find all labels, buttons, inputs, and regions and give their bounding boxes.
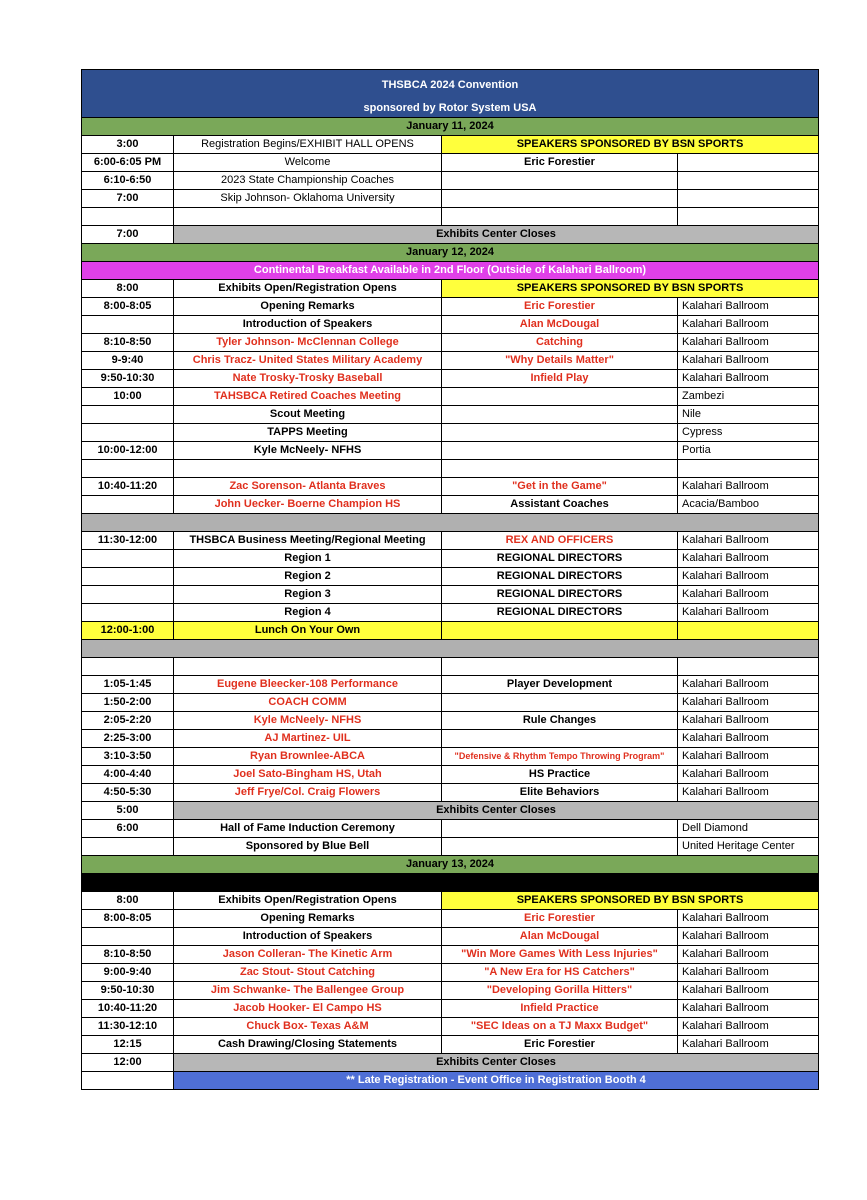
table-row xyxy=(82,478,819,496)
table-row xyxy=(82,280,819,298)
speakers-sponsor-banner: SPEAKERS SPONSORED BY BSN SPORTS xyxy=(442,892,819,910)
event-cell: Region 3 xyxy=(174,586,442,604)
empty-row xyxy=(82,460,819,478)
table-row xyxy=(82,172,819,190)
time-cell: 10:00 xyxy=(82,388,174,406)
time-cell xyxy=(82,424,174,442)
schedule-table xyxy=(81,69,819,1090)
time-cell xyxy=(82,316,174,334)
table-row xyxy=(82,766,819,784)
event-cell: Zac Sorenson- Atlanta Braves xyxy=(174,478,442,496)
topic-cell: "Defensive & Rhythm Tempo Throwing Program" xyxy=(442,748,678,766)
exhibits-close-banner: Exhibits Center Closes xyxy=(174,1054,819,1072)
location-cell: Kalahari Ballroom xyxy=(678,1018,819,1036)
table-row xyxy=(82,1072,819,1090)
location-cell: Kalahari Ballroom xyxy=(678,946,819,964)
time-cell: 12:15 xyxy=(82,1036,174,1054)
table-row xyxy=(82,982,819,1000)
location-cell xyxy=(678,172,819,190)
topic-cell: Assistant Coaches xyxy=(442,496,678,514)
table-row xyxy=(82,676,819,694)
separator-row xyxy=(82,514,819,532)
event-cell: Scout Meeting xyxy=(174,406,442,424)
time-cell: 1:05-1:45 xyxy=(82,676,174,694)
table-row xyxy=(82,190,819,208)
time-cell: 6:10-6:50 xyxy=(82,172,174,190)
time-cell: 9:50-10:30 xyxy=(82,370,174,388)
table-row xyxy=(82,424,819,442)
topic-cell: Elite Behaviors xyxy=(442,784,678,802)
event-cell: Nate Trosky-Trosky Baseball xyxy=(174,370,442,388)
table-row xyxy=(82,802,819,820)
event-cell: Introduction of Speakers xyxy=(174,316,442,334)
time-cell xyxy=(82,550,174,568)
location-cell: Kalahari Ballroom xyxy=(678,316,819,334)
location-cell: Kalahari Ballroom xyxy=(678,532,819,550)
table-row xyxy=(82,334,819,352)
location-cell: Kalahari Ballroom xyxy=(678,964,819,982)
event-cell: Welcome xyxy=(174,154,442,172)
event-cell: Sponsored by Blue Bell xyxy=(174,838,442,856)
topic-cell: REGIONAL DIRECTORS xyxy=(442,586,678,604)
time-cell: 11:30-12:10 xyxy=(82,1018,174,1036)
location-cell: Kalahari Ballroom xyxy=(678,370,819,388)
exhibits-close-banner: Exhibits Center Closes xyxy=(174,226,819,244)
breakfast-row xyxy=(82,262,819,280)
table-row xyxy=(82,1054,819,1072)
location-cell: Kalahari Ballroom xyxy=(678,784,819,802)
event-cell: Region 2 xyxy=(174,568,442,586)
topic-cell: "Why Details Matter" xyxy=(442,352,678,370)
location-cell: Zambezi xyxy=(678,388,819,406)
topic-cell: Player Development xyxy=(442,676,678,694)
topic-cell: REGIONAL DIRECTORS xyxy=(442,550,678,568)
topic-cell: Infield Play xyxy=(442,370,678,388)
table-row xyxy=(82,136,819,154)
table-row xyxy=(82,442,819,460)
time-cell: 3:10-3:50 xyxy=(82,748,174,766)
empty-row xyxy=(82,208,819,226)
date-row-day2 xyxy=(82,244,819,262)
topic-cell: Eric Forestier xyxy=(442,1036,678,1054)
location-cell: United Heritage Center xyxy=(678,838,819,856)
event-cell: Ryan Brownlee-ABCA xyxy=(174,748,442,766)
event-cell: 2023 State Championship Coaches xyxy=(174,172,442,190)
location-cell: Kalahari Ballroom xyxy=(678,748,819,766)
topic-cell: Eric Forestier xyxy=(442,910,678,928)
time-cell: 9:50-10:30 xyxy=(82,982,174,1000)
separator-row xyxy=(82,874,819,892)
time-cell: 10:40-11:20 xyxy=(82,1000,174,1018)
table-row xyxy=(82,496,819,514)
time-cell: 6:00-6:05 PM xyxy=(82,154,174,172)
time-cell xyxy=(82,928,174,946)
event-cell: Skip Johnson- Oklahoma University xyxy=(174,190,442,208)
location-cell: Kalahari Ballroom xyxy=(678,694,819,712)
event-cell: Eugene Bleecker-108 Performance xyxy=(174,676,442,694)
table-row xyxy=(82,910,819,928)
topic-cell xyxy=(442,442,678,460)
time-cell: 4:50-5:30 xyxy=(82,784,174,802)
empty-row xyxy=(82,658,819,676)
table-row xyxy=(82,694,819,712)
table-row xyxy=(82,298,819,316)
event-cell: Jeff Frye/Col. Craig Flowers xyxy=(174,784,442,802)
location-cell: Kalahari Ballroom xyxy=(678,550,819,568)
event-cell: TAPPS Meeting xyxy=(174,424,442,442)
time-cell xyxy=(82,496,174,514)
event-cell: Registration Begins/EXHIBIT HALL OPENS xyxy=(174,136,442,154)
table-row xyxy=(82,892,819,910)
time-cell xyxy=(82,1072,174,1090)
location-cell: Kalahari Ballroom xyxy=(678,352,819,370)
event-cell: Region 4 xyxy=(174,604,442,622)
table-row xyxy=(82,370,819,388)
date-day2: January 12, 2024 xyxy=(82,244,819,262)
event-cell: Jacob Hooker- El Campo HS xyxy=(174,1000,442,1018)
topic-cell xyxy=(442,190,678,208)
topic-cell: Alan McDougal xyxy=(442,928,678,946)
event-cell: Exhibits Open/Registration Opens xyxy=(174,892,442,910)
time-cell: 7:00 xyxy=(82,190,174,208)
location-cell: Kalahari Ballroom xyxy=(678,730,819,748)
location-cell: Portia xyxy=(678,442,819,460)
event-cell: Kyle McNeely- NFHS xyxy=(174,442,442,460)
date-day3: January 13, 2024 xyxy=(82,856,819,874)
location-cell: Kalahari Ballroom xyxy=(678,712,819,730)
topic-cell xyxy=(442,424,678,442)
table-row xyxy=(82,964,819,982)
sponsor-subtitle: sponsored by Rotor System USA xyxy=(82,100,819,118)
date-day1: January 11, 2024 xyxy=(82,118,819,136)
event-cell: TAHSBCA Retired Coaches Meeting xyxy=(174,388,442,406)
event-cell: Chuck Box- Texas A&M xyxy=(174,1018,442,1036)
topic-cell: REGIONAL DIRECTORS xyxy=(442,604,678,622)
time-cell: 9:00-9:40 xyxy=(82,964,174,982)
exhibits-close-banner: Exhibits Center Closes xyxy=(174,802,819,820)
time-cell: 12:00-1:00 xyxy=(82,622,174,640)
time-cell: 12:00 xyxy=(82,1054,174,1072)
topic-cell xyxy=(442,838,678,856)
date-row-day3 xyxy=(82,856,819,874)
event-cell: Kyle McNeely- NFHS xyxy=(174,712,442,730)
time-cell: 11:30-12:00 xyxy=(82,532,174,550)
table-row xyxy=(82,352,819,370)
topic-cell: HS Practice xyxy=(442,766,678,784)
event-cell: Jim Schwanke- The Ballengee Group xyxy=(174,982,442,1000)
event-cell: Cash Drawing/Closing Statements xyxy=(174,1036,442,1054)
time-cell: 8:00 xyxy=(82,280,174,298)
title-row xyxy=(82,70,819,101)
time-cell: 8:10-8:50 xyxy=(82,334,174,352)
location-cell: Kalahari Ballroom xyxy=(678,1000,819,1018)
page-title: THSBCA 2024 Convention xyxy=(82,70,819,101)
topic-cell: "Get in the Game" xyxy=(442,478,678,496)
event-cell: Zac Stout- Stout Catching xyxy=(174,964,442,982)
table-row xyxy=(82,730,819,748)
time-cell: 8:00-8:05 xyxy=(82,910,174,928)
breakfast-banner: Continental Breakfast Available in 2nd Floor (Outside of Kalahari Ballroom) xyxy=(82,262,819,280)
topic-cell: Catching xyxy=(442,334,678,352)
separator-row xyxy=(82,640,819,658)
table-row xyxy=(82,532,819,550)
speakers-sponsor-banner: SPEAKERS SPONSORED BY BSN SPORTS xyxy=(442,136,819,154)
location-cell: Kalahari Ballroom xyxy=(678,676,819,694)
topic-cell: Alan McDougal xyxy=(442,316,678,334)
event-cell: COACH COMM xyxy=(174,694,442,712)
table-row xyxy=(82,586,819,604)
late-registration-banner: ** Late Registration - Event Office in Registration Booth 4 xyxy=(174,1072,819,1090)
time-cell: 2:05-2:20 xyxy=(82,712,174,730)
time-cell: 2:25-3:00 xyxy=(82,730,174,748)
time-cell: 8:00 xyxy=(82,892,174,910)
event-cell: AJ Martinez- UIL xyxy=(174,730,442,748)
event-cell: Exhibits Open/Registration Opens xyxy=(174,280,442,298)
table-row xyxy=(82,154,819,172)
time-cell: 9-9:40 xyxy=(82,352,174,370)
lunch-row xyxy=(82,622,819,640)
table-row xyxy=(82,1000,819,1018)
time-cell xyxy=(82,568,174,586)
time-cell: 6:00 xyxy=(82,820,174,838)
topic-cell: Rule Changes xyxy=(442,712,678,730)
time-cell xyxy=(82,604,174,622)
event-cell: Opening Remarks xyxy=(174,910,442,928)
topic-cell xyxy=(442,820,678,838)
topic-cell: "Win More Games With Less Injuries" xyxy=(442,946,678,964)
time-cell xyxy=(82,838,174,856)
time-cell: 8:10-8:50 xyxy=(82,946,174,964)
time-cell: 8:00-8:05 xyxy=(82,298,174,316)
event-cell: Introduction of Speakers xyxy=(174,928,442,946)
location-cell: Nile xyxy=(678,406,819,424)
event-cell: THSBCA Business Meeting/Regional Meeting xyxy=(174,532,442,550)
time-cell xyxy=(82,586,174,604)
topic-cell: "SEC Ideas on a TJ Maxx Budget" xyxy=(442,1018,678,1036)
location-cell xyxy=(678,190,819,208)
location-cell: Kalahari Ballroom xyxy=(678,928,819,946)
event-cell: John Uecker- Boerne Champion HS xyxy=(174,496,442,514)
time-cell: 7:00 xyxy=(82,226,174,244)
table-row xyxy=(82,712,819,730)
time-cell: 3:00 xyxy=(82,136,174,154)
topic-cell xyxy=(442,388,678,406)
location-cell: Kalahari Ballroom xyxy=(678,766,819,784)
location-cell: Acacia/Bamboo xyxy=(678,496,819,514)
topic-cell: REGIONAL DIRECTORS xyxy=(442,568,678,586)
subtitle-row xyxy=(82,100,819,118)
table-row xyxy=(82,604,819,622)
time-cell: 10:40-11:20 xyxy=(82,478,174,496)
speakers-sponsor-banner: SPEAKERS SPONSORED BY BSN SPORTS xyxy=(442,280,819,298)
location-cell: Kalahari Ballroom xyxy=(678,478,819,496)
table-row xyxy=(82,568,819,586)
table-row xyxy=(82,226,819,244)
table-row xyxy=(82,550,819,568)
table-row xyxy=(82,946,819,964)
table-row xyxy=(82,406,819,424)
speaker-cell: Eric Forestier xyxy=(442,154,678,172)
location-cell xyxy=(678,154,819,172)
topic-cell xyxy=(442,406,678,424)
location-cell: Kalahari Ballroom xyxy=(678,586,819,604)
location-cell: Kalahari Ballroom xyxy=(678,1036,819,1054)
event-cell: Chris Tracz- United States Military Academy xyxy=(174,352,442,370)
time-cell xyxy=(82,406,174,424)
event-cell: Hall of Fame Induction Ceremony xyxy=(174,820,442,838)
location-cell: Kalahari Ballroom xyxy=(678,982,819,1000)
location-cell: Dell Diamond xyxy=(678,820,819,838)
date-row-day1 xyxy=(82,118,819,136)
location-cell: Kalahari Ballroom xyxy=(678,910,819,928)
event-cell: Opening Remarks xyxy=(174,298,442,316)
event-cell: Tyler Johnson- McClennan College xyxy=(174,334,442,352)
table-row xyxy=(82,388,819,406)
table-row xyxy=(82,1036,819,1054)
table-row xyxy=(82,1018,819,1036)
event-cell: Joel Sato-Bingham HS, Utah xyxy=(174,766,442,784)
topic-cell: "A New Era for HS Catchers" xyxy=(442,964,678,982)
table-row xyxy=(82,748,819,766)
table-row xyxy=(82,820,819,838)
time-cell: 1:50-2:00 xyxy=(82,694,174,712)
table-row xyxy=(82,316,819,334)
event-cell: Lunch On Your Own xyxy=(174,622,442,640)
topic-cell: "Developing Gorilla Hitters" xyxy=(442,982,678,1000)
topic-cell xyxy=(442,694,678,712)
table-row xyxy=(82,838,819,856)
location-cell: Kalahari Ballroom xyxy=(678,568,819,586)
table-row xyxy=(82,928,819,946)
event-cell: Jason Colleran- The Kinetic Arm xyxy=(174,946,442,964)
time-cell: 10:00-12:00 xyxy=(82,442,174,460)
topic-cell xyxy=(442,730,678,748)
time-cell: 5:00 xyxy=(82,802,174,820)
time-cell: 4:00-4:40 xyxy=(82,766,174,784)
topic-cell: REX AND OFFICERS xyxy=(442,532,678,550)
topic-cell xyxy=(442,172,678,190)
location-cell: Kalahari Ballroom xyxy=(678,298,819,316)
topic-cell: Eric Forestier xyxy=(442,298,678,316)
location-cell: Cypress xyxy=(678,424,819,442)
table-row xyxy=(82,784,819,802)
location-cell: Kalahari Ballroom xyxy=(678,334,819,352)
topic-cell: Infield Practice xyxy=(442,1000,678,1018)
event-cell: Region 1 xyxy=(174,550,442,568)
location-cell: Kalahari Ballroom xyxy=(678,604,819,622)
